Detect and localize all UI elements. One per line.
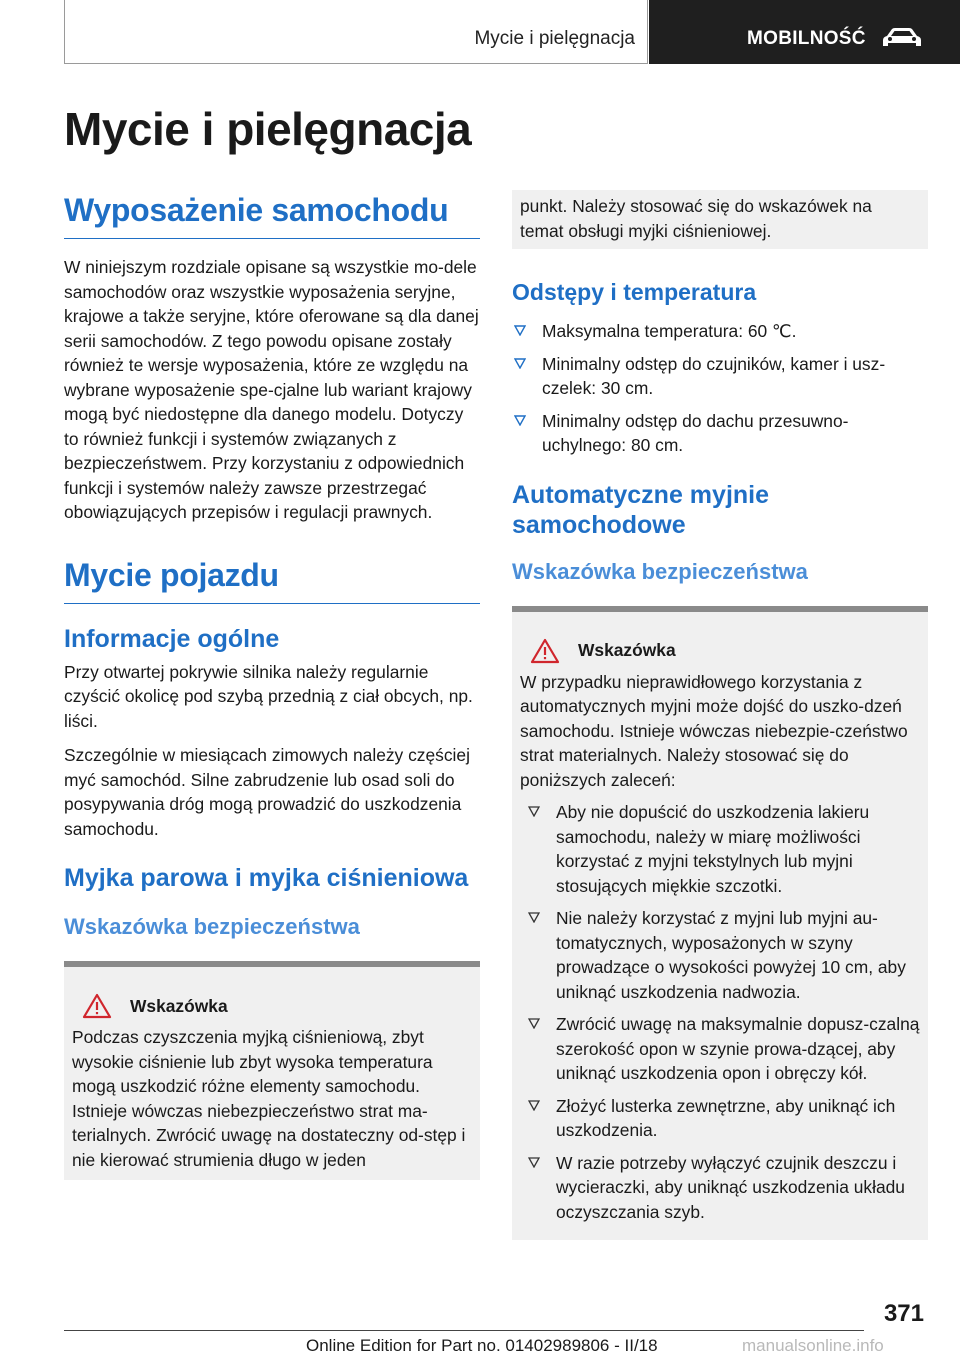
page-number: 371: [883, 1300, 924, 1327]
triangle-bullet-icon: [528, 911, 540, 923]
list-item-text: Złożyć lusterka zewnętrzne, aby uniknąć ich uszkodzenia.: [556, 1095, 896, 1140]
triangle-bullet-icon: [528, 1156, 540, 1168]
triangle-bullet-icon: [514, 414, 526, 426]
list-item: [526, 800, 920, 898]
paragraph-info-2: Szczególnie w miesiącach zimowych należy częściej myć samochód. Silne zabrudzenie lub osad soli do posypywania dróg mogą prowadzić do uszkodzenia samochodu.: [64, 745, 470, 839]
notice-header: [72, 993, 472, 1019]
warning-triangle-icon: [530, 638, 560, 664]
notice-continuation-text: punkt. Należy stosować się do wskazówek na temat obsługi myjki ciśnieniowej.: [520, 196, 872, 241]
heading-informacje-ogolne: Informacje ogólne: [64, 624, 280, 653]
list-item: [526, 1151, 920, 1225]
notice-text: Podczas czyszczenia myjką ciśnieniową, zbyt wysokie ciśnienie lub zbyt wysoka temperatura mogą uszkodzić różne elementy samochodu. Istnieje wówczas niebezpieczeństwo strat ma-terialnych. Zwrócić uwagę na dostateczny od-stęp i nie kierować strumienia długo w jeden: [72, 1027, 466, 1170]
paragraph-info-1: Przy otwartej pokrywie silnika należy regularnie czyścić okolicę pod szybą przednią z ciał obcych, np. liści.: [64, 661, 473, 731]
list-item-text: Nie należy korzystać z myjni lub myjni au-tomatycznych, wyposażonych w szyny prowadzące o wysokości powyżej 10 cm, aby uniknąć uszkodzenia nadwozia.: [556, 908, 906, 1002]
notice-continuation: [512, 190, 928, 249]
list-item: [526, 906, 920, 1004]
footer-edition-text: Online Edition for Part no. 01402989806 - II/18: [306, 1336, 658, 1355]
notice-header: [520, 638, 920, 664]
heading-myjka: Myjka parowa i myjka ciśnieniowa: [64, 864, 469, 892]
notice-title: Wskazówka: [130, 995, 228, 1016]
notice-box-left: [64, 961, 480, 1180]
list-item-text: W razie potrzeby wyłączyć czujnik deszczu i wycieraczki, aby uniknąć uszkodzenia układu oczyszczania szyb.: [556, 1152, 905, 1222]
list-item: [512, 409, 928, 458]
car-icon: [881, 26, 923, 50]
footer-divider: [64, 1330, 864, 1331]
warning-triangle-icon: [82, 993, 112, 1019]
triangle-bullet-icon: [528, 1017, 540, 1029]
list-item-text: Maksymalna temperatura: 60 ℃.: [542, 321, 797, 341]
header-section-box: [64, 0, 648, 64]
list-item-text: Minimalny odstęp do czujników, kamer i usz-czelek: 30 cm.: [542, 353, 886, 398]
triangle-bullet-icon: [528, 805, 540, 817]
heading-wskazowka-right: Wskazówka bezpieczeństwa: [512, 558, 808, 584]
notice-list: [520, 800, 920, 1224]
triangle-bullet-icon: [528, 1099, 540, 1111]
triangle-bullet-icon: [514, 324, 526, 336]
heading-odstepy: Odstępy i temperatura: [512, 279, 757, 305]
list-item-text: Zwrócić uwagę na maksymalnie dopusz-czalną szerokość opon w szynie prowa-dzącej, aby uniknąć uszkodzenia opon i obręczy kół.: [556, 1014, 920, 1083]
list-item-text: Minimalny odstęp do dachu przesuwno-uchylnego: 80 cm.: [542, 410, 849, 455]
header-section-title: Mycie i pielęgnacja: [474, 28, 635, 49]
heading-wyposazenie: Wyposażenie samochodu: [64, 190, 480, 239]
notice-text: W przypadku nieprawidłowego korzystania z automatycznych myjni może dojść do uszko-dzeń samochodu. Istnieje wówczas niebezpie-czeństwo strat materialnych. Należy stosować się do poniższych zaleceń:: [520, 671, 908, 790]
odstepy-list: [512, 319, 928, 458]
notice-box-right: [512, 606, 928, 1241]
page-title: Mycie i pielęgnacja: [64, 103, 472, 155]
notice-title: Wskazówka: [578, 640, 676, 660]
right-column: [512, 190, 928, 1240]
list-item: [512, 352, 928, 401]
header-chapter-tab[interactable]: [649, 0, 960, 64]
left-column: [64, 190, 480, 1180]
list-item: [526, 1094, 920, 1143]
header-chapter-label: MOBILNOŚĆ: [747, 28, 866, 49]
list-item: [526, 1012, 920, 1086]
triangle-bullet-icon: [514, 357, 526, 369]
heading-automatyczne: Automatyczne myjnie samochodowe: [512, 480, 770, 539]
footer-site-watermark: manualsonline.info: [742, 1336, 884, 1355]
heading-mycie-pojazdu: Mycie pojazdu: [64, 555, 480, 604]
list-item-text: Aby nie dopuścić do uszkodzenia lakieru samochodu, należy w miarę możliwości korzystać z myjni tekstylnych lub myjni stosujących miękkie szczotki.: [556, 802, 870, 896]
paragraph-wyposazenie: W niniejszym rozdziale opisane są wszystkie mo-dele samochodów oraz wszystkie wyposażenia seryjne, krajowe a także seryjne, które oferowane są dla danej serii samochodów. Z tego powodu opisane zostały również te wersje wyposażenia, które ze względu na wybrane wyposażenie spe-cjalne lub wariant krajowy mogą być niedostępne dla danego modelu. Dotyczy to również funkcji i systemów związanych z bezpieczeństwem. Przy korzystaniu z odpowiednich funkcji i systemów należy zawsze przestrzegać obowiązujących przepisów i regulacji prawnych.: [64, 257, 479, 522]
list-item: [512, 319, 928, 344]
heading-wskazowka-left: Wskazówka bezpieczeństwa: [64, 914, 360, 939]
